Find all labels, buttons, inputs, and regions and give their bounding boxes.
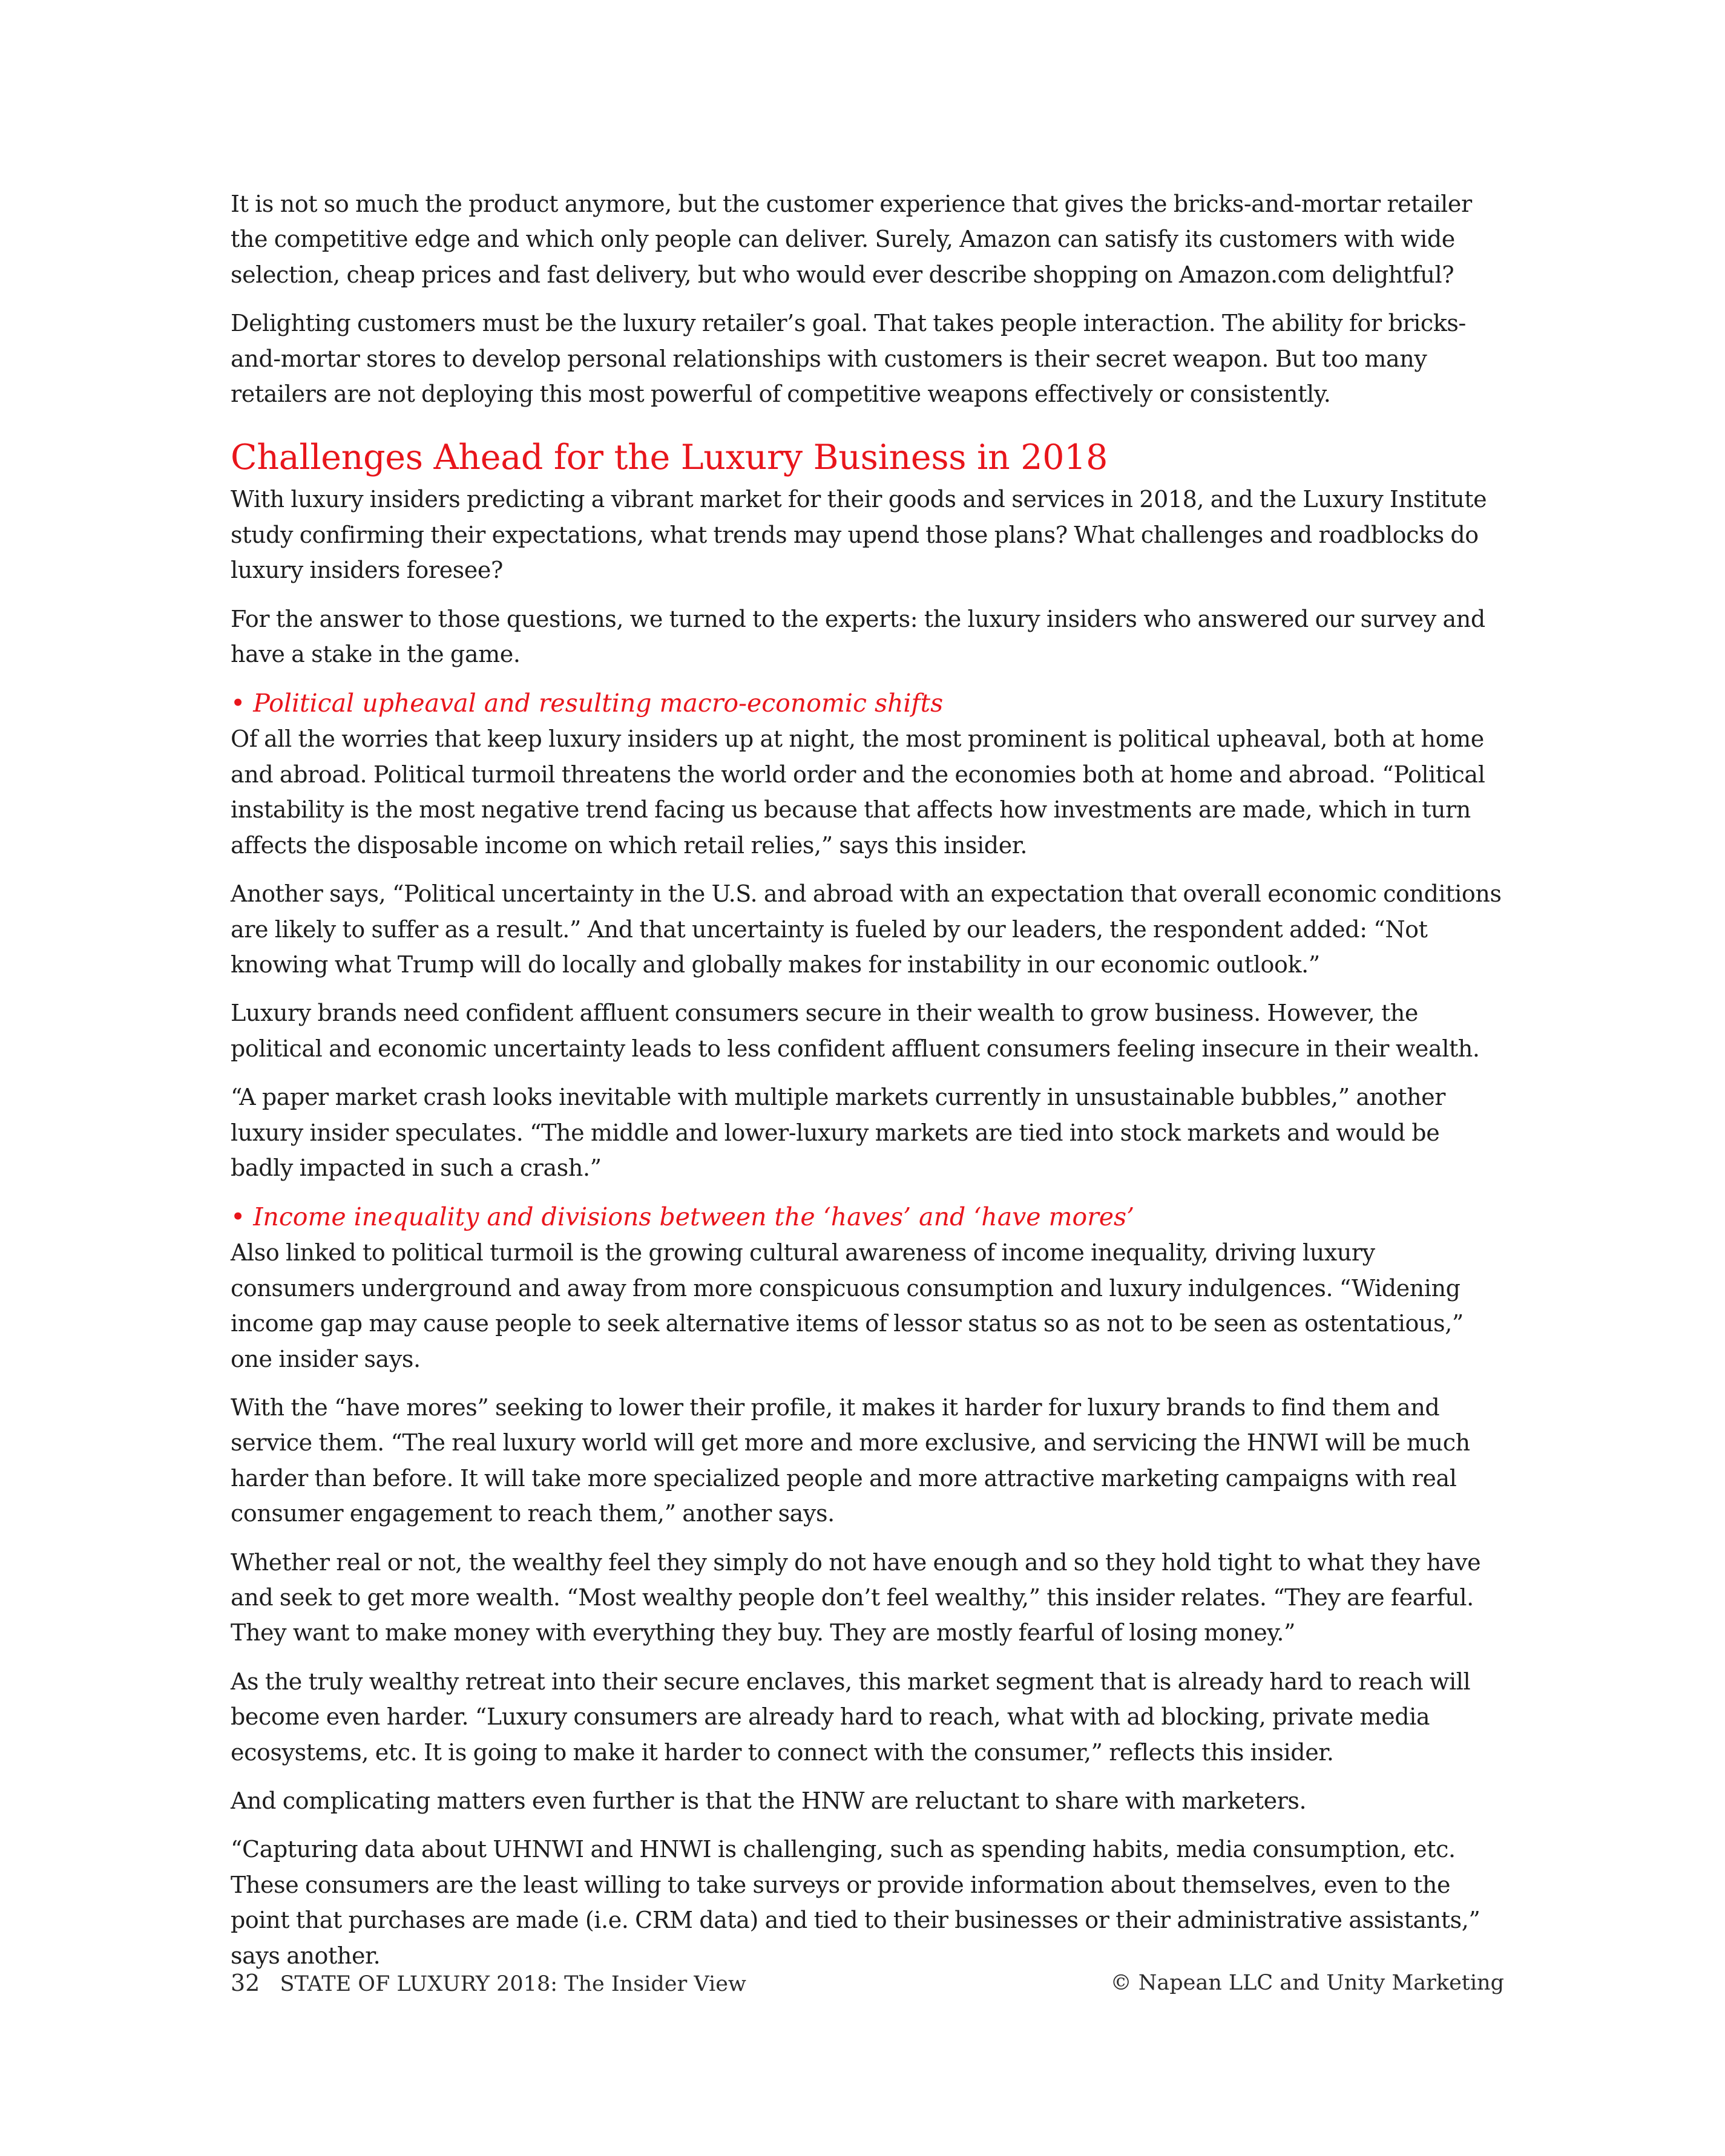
intro-paragraph: Delighting customers must be the luxury retailer’s goal. That takes people interaction. The ability for bricks-and-mortar stores to develop personal relationships with customers is their secret weapon. But too many retailers are not deploying this most powerful of competitive weapons effectively or consistently. — [231, 310, 1466, 408]
section-title: Challenges Ahead for the Luxury Business in 2018 — [231, 437, 1108, 478]
body-paragraph: Whether real or not, the wealthy feel they simply do not have enough and so they hold tight to what they have and seek to get more wealth. “Most wealthy people don’t feel wealthy,” this insider relates. “They are fearful. They want to make money with everything they buy. They are mostly fearful of losing money.” — [231, 1548, 1481, 1646]
section-paragraph: For the answer to those questions, we turned to the experts: the luxury insiders who answered our survey and have a stake in the game. — [231, 605, 1485, 668]
subsection-heading-income-inequality: • Income inequality and divisions between the ‘haves’ and ‘have mores’ — [231, 1202, 1135, 1232]
footer-left — [231, 1968, 746, 1999]
section-paragraph: With luxury insiders predicting a vibrant market for their goods and services in 2018, and the Luxury Institute study confirming their expectations, what trends may upend those plans? What challenges and roadblocks do luxury insiders foresee? — [231, 486, 1487, 584]
body-paragraph: Another says, “Political uncertainty in the U.S. and abroad with an expectation that overall economic conditions are likely to suffer as a result.” And that uncertainty is fueled by our leaders, the respondent added: “Not knowing what Trump will do locally and globally makes for instability in our economic outlook.” — [231, 880, 1502, 978]
intro-paragraph: It is not so much the product anymore, but the customer experience that gives the bricks-and-mortar retailer the competitive edge and which only people can deliver. Surely, Amazon can satisfy its customers with wide selection, cheap prices and fast delivery, but who would ever describe shopping on Amazon.com delightful? — [231, 191, 1472, 288]
page-number: 32 — [231, 1970, 260, 1996]
page-body — [231, 186, 1504, 1987]
body-paragraph: Luxury brands need confident affluent consumers secure in their wealth to grow business. However, the political and economic uncertainty leads to less confident affluent consumers feeling insecure in their wealth. — [231, 1000, 1480, 1062]
body-paragraph: Of all the worries that keep luxury insiders up at night, the most prominent is political upheaval, both at home and abroad. Political turmoil threatens the world order and the economies both at home and abroad. “Political instability is the most negative trend facing us because that affects how investments are made, which in turn affects the disposable income on which retail relies,” says this insider. — [231, 726, 1485, 859]
body-paragraph: And complicating matters even further is that the HNW are reluctant to share with marketers. — [231, 1787, 1307, 1815]
body-paragraph: Also linked to political turmoil is the growing cultural awareness of income inequality, driving luxury consumers underground and away from more conspicuous consumption and luxury indulgences. “Widening income gap may cause people to seek alternative items of lessor status so as not to be seen as ostentatious,” one insider says. — [231, 1239, 1464, 1372]
publication-title: STATE OF LUXURY 2018: The Insider View — [280, 1972, 746, 1996]
copyright-notice: © Napean LLC and Unity Marketing — [1110, 1971, 1504, 1995]
body-paragraph: “A paper market crash looks inevitable with multiple markets currently in unsustainable bubbles,” another luxury insider speculates. “The middle and lower-luxury markets are tied into stock markets and would be badly impacted in such a crash.” — [231, 1084, 1446, 1181]
body-paragraph: As the truly wealthy retreat into their secure enclaves, this market segment that is already hard to reach will become even harder. “Luxury consumers are already hard to reach, what with ad blocking, private media ecosystems, etc. It is going to make it harder to connect with the consumer,” reflects this insider. — [231, 1668, 1471, 1766]
body-paragraph: With the “have mores” seeking to lower their profile, it makes it harder for luxury brands to find them and service them. “The real luxury world will get more and more exclusive, and servicing the HNWI will be much harder than before. It will take more specialized people and more attractive marketing campaigns with real consumer engagement to reach them,” another says. — [231, 1394, 1470, 1527]
subsection-heading-political: • Political upheaval and resulting macro-economic shifts — [231, 689, 944, 718]
page-footer — [231, 1968, 1504, 1998]
body-paragraph: “Capturing data about UHNWI and HNWI is challenging, such as spending habits, media consumption, etc. These consumers are the least willing to take surveys or provide information about themselves, even to the point that purchases are made (i.e. CRM data) and tied to their businesses or their administrative assistants,” says another. — [231, 1836, 1480, 1969]
